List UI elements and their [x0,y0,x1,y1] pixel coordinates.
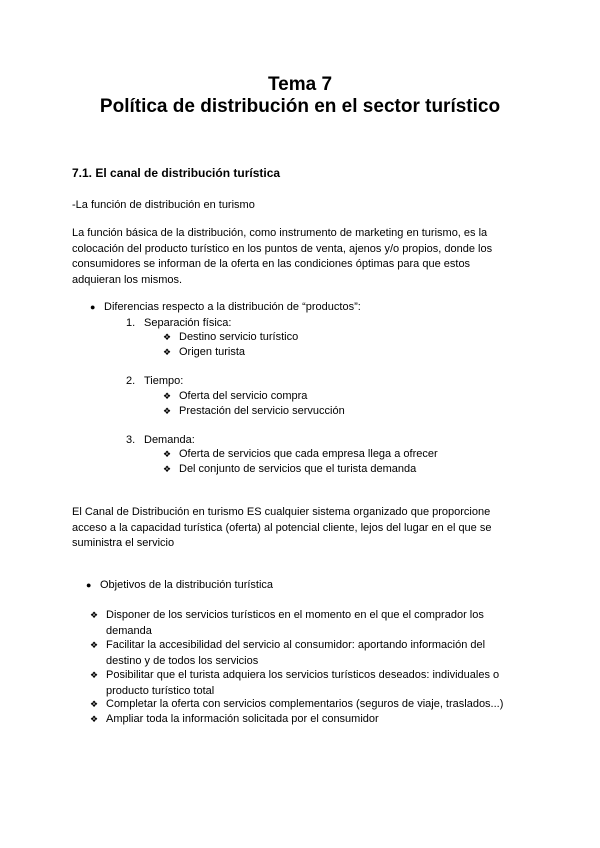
sub-item-text: Oferta de servicios que cada empresa llega a ofrecer [179,448,438,460]
sub-item [163,330,298,346]
objective-item [90,668,510,699]
item-number: 2. [126,375,136,387]
sub-item-text: Destino servicio turístico [179,331,299,343]
objective-item [90,638,510,669]
sub-item-text: Prestación del servicio servucción [179,405,345,417]
diamond-icon: ❖ [163,391,172,401]
sub-item [163,447,438,463]
title-line-1: Tema 7 [267,74,333,95]
intro-paragraph: La función básica de la distribución, como instrumento de marketing en turismo, es la colocación del producto turístico en los puntos de venta, ajenos y/o propios, donde los consumidores se informan de la oferta en las condiciones óptimas para que estos adquieran los mismos. [72,227,493,286]
objective-text: Posibilitar que el turista adquiera los servicios turísticos deseados: individuales o producto turístico total [106,669,500,697]
section-heading: 7.1. El canal de distribución turística [72,166,281,180]
diamond-icon: ❖ [163,332,172,342]
bullet-icon: ● [86,580,92,590]
title-line-2: Política de distribución en el sector turístico [99,96,501,117]
objective-item [90,712,510,728]
item-label: Tiempo: [144,375,184,387]
objective-text: Facilitar la accesibilidad del servicio al consumidor: aportando información del destino y de todos los servicios [106,639,486,667]
item-number: 3. [126,434,136,446]
objective-text: Ampliar toda la información solicitada por el consumidor [106,713,379,725]
objectives-bullet [86,578,273,594]
item-number: 1. [126,317,136,329]
diamond-icon: ❖ [90,714,99,724]
diamond-icon: ❖ [90,640,99,650]
sub-item [163,404,345,420]
item-label: Separación física: [144,317,232,329]
objective-item [90,697,530,713]
objective-text: Completar la oferta con servicios complementarios (seguros de viaje, traslados...) [106,698,504,710]
sub-item [163,389,307,405]
diamond-icon: ❖ [163,464,172,474]
diamond-icon: ❖ [163,347,172,357]
difference-item [126,374,183,390]
diamond-icon: ❖ [90,699,99,709]
bullet-icon: ● [90,302,96,312]
sub-item [163,462,416,478]
differences-bullet [90,300,361,316]
canal-definition: El Canal de Distribución en turismo ES cualquier sistema organizado que proporcione acceso a la capacidad turística (oferta) al potencial cliente, lejos del lugar en el que se suministra el servicio [72,506,492,549]
diamond-icon: ❖ [163,449,172,459]
diamond-icon: ❖ [90,610,99,620]
sub-item-text: Del conjunto de servicios que el turista demanda [179,463,417,475]
sub-item [163,345,245,361]
sub-item-text: Oferta del servicio compra [179,390,308,402]
diamond-icon: ❖ [90,670,99,680]
item-label: Demanda: [144,434,195,446]
differences-label: Diferencias respecto a la distribución de “productos”: [104,301,361,313]
objective-text: Disponer de los servicios turísticos en el momento en el que el comprador los demanda [106,609,484,637]
subheading: -La función de distribución en turismo [72,199,255,211]
sub-item-text: Origen turista [179,346,246,358]
objectives-label: Objetivos de la distribución turística [100,579,274,591]
diamond-icon: ❖ [163,406,172,416]
objective-item [90,608,510,639]
